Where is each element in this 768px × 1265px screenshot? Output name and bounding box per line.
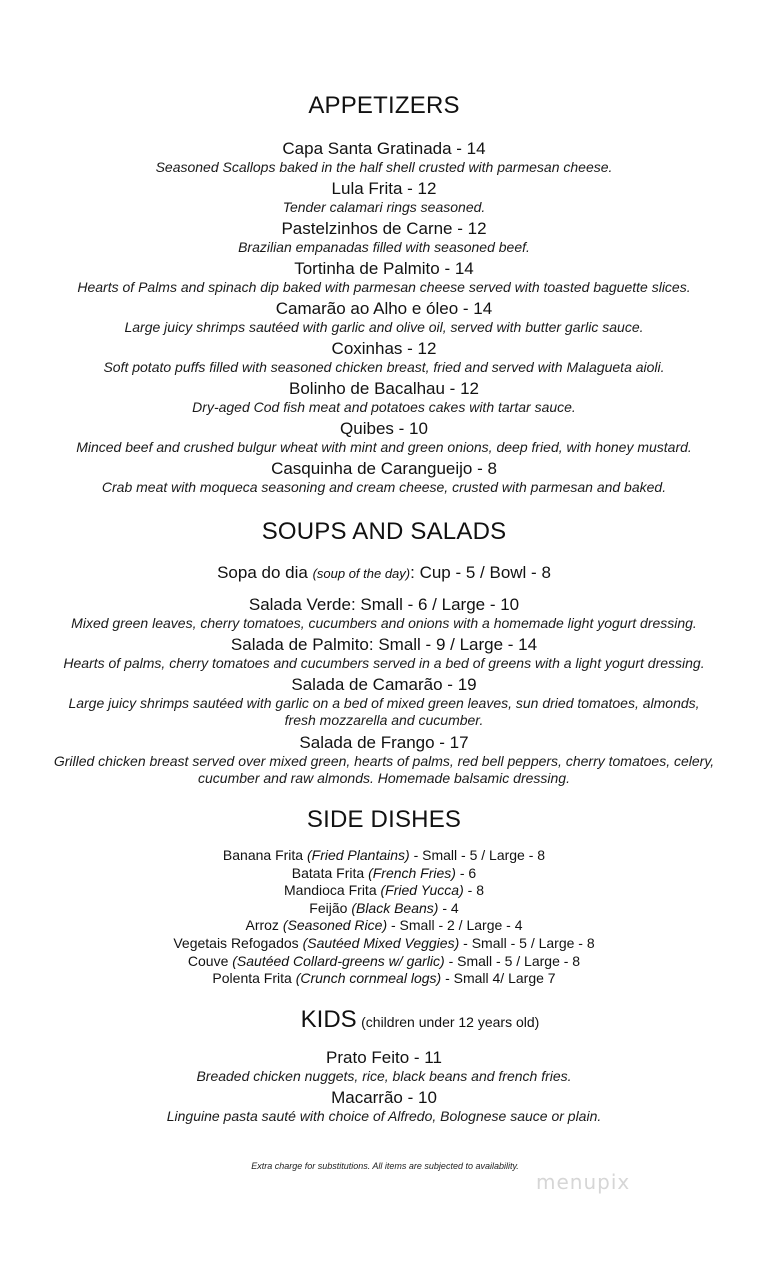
side-item bbox=[0, 900, 768, 918]
item-desc: Hearts of palms, cherry tomatoes and cucumbers served in a bed of greens with a light yogurt dressing. bbox=[63, 655, 705, 671]
item-desc: Mixed green leaves, cherry tomatoes, cucumbers and onions with a homemade light yogurt dressing. bbox=[71, 615, 697, 631]
side-item bbox=[0, 847, 768, 865]
item-name: Lula Frita - 12 bbox=[331, 179, 437, 198]
side-alt: (French Fries) bbox=[368, 864, 456, 881]
item-name: Salada de Camarão - 19 bbox=[291, 675, 477, 694]
item-name: Macarrão - 10 bbox=[331, 1088, 437, 1107]
side-alt: (Fried Yucca) bbox=[380, 882, 464, 899]
side-item bbox=[0, 917, 768, 935]
item-desc: Seasoned Scallops baked in the half shell crusted with parmesan cheese. bbox=[155, 159, 613, 175]
appetizers-list bbox=[0, 139, 768, 499]
item-name: Tortinha de Palmito - 14 bbox=[294, 259, 474, 278]
item-name: Capa Santa Gratinada - 14 bbox=[282, 139, 486, 158]
item-desc: Hearts of Palms and spinach dip baked with parmesan cheese served with toasted baguette slices. bbox=[77, 279, 691, 295]
side-price: - Small - 5 / Large - 8 bbox=[409, 847, 546, 863]
menu-item bbox=[0, 379, 768, 419]
side-price: - Small 4/ Large 7 bbox=[441, 970, 556, 987]
side-price: - Small - 2 / Large - 4 bbox=[387, 917, 523, 934]
menu-item bbox=[0, 179, 768, 219]
side-item bbox=[0, 953, 768, 971]
item-desc: Soft potato puffs filled with seasoned chicken breast, fried and served with Malagueta aioli. bbox=[103, 359, 665, 375]
appetizers-title: APPETIZERS bbox=[308, 92, 460, 119]
kids-title: KIDS bbox=[300, 1006, 357, 1033]
sides-title: SIDE DISHES bbox=[306, 806, 462, 833]
item-name: Pastelzinhos de Carne - 12 bbox=[281, 219, 487, 238]
soup-price: : Cup - 5 / Bowl - 8 bbox=[410, 563, 551, 582]
menu-item bbox=[0, 299, 768, 339]
menu-item bbox=[0, 595, 768, 635]
kids-heading bbox=[70, 1006, 768, 1034]
menu-item bbox=[0, 635, 768, 675]
item-desc: Brazilian empanadas filled with seasoned beef. bbox=[238, 239, 530, 255]
item-desc: Grilled chicken breast served over mixed green, hearts of palms, red bell peppers, cherry tomatoes, celery, bbox=[53, 753, 715, 769]
item-name: Quibes - 10 bbox=[340, 419, 428, 438]
menu-item bbox=[0, 675, 768, 733]
menu-item bbox=[0, 419, 768, 459]
side-alt: (Crunch cornmeal logs) bbox=[295, 970, 442, 987]
side-name: Arroz bbox=[245, 917, 279, 934]
side-name: Feijão bbox=[309, 899, 348, 916]
item-name: Prato Feito - 11 bbox=[326, 1048, 442, 1067]
item-desc: Tender calamari rings seasoned. bbox=[282, 199, 486, 215]
side-alt: (Sautéed Mixed Veggies) bbox=[302, 934, 460, 951]
side-alt: (Sautéed Collard-greens w/ garlic) bbox=[232, 952, 445, 969]
side-alt: (Fried Plantains) bbox=[306, 847, 410, 863]
menu-item bbox=[0, 139, 768, 179]
side-name: Couve bbox=[187, 952, 229, 969]
sides-list bbox=[0, 847, 768, 988]
side-item bbox=[0, 865, 768, 883]
side-price: - 6 bbox=[455, 864, 477, 881]
side-name: Banana Frita bbox=[222, 847, 304, 863]
item-desc: Large juicy shrimps sautéed with garlic and olive oil, served with butter garlic sauce. bbox=[124, 319, 644, 335]
item-desc: Dry-aged Cod fish meat and potatoes cakes with tartar sauce. bbox=[192, 399, 576, 415]
item-desc-continued: fresh mozzarella and cucumber. bbox=[284, 712, 484, 728]
footer-note: Extra charge for substitutions. All items are subjected to availability. bbox=[251, 1161, 519, 1171]
side-price: - 8 bbox=[463, 882, 484, 899]
item-desc: Minced beef and crushed bulgur wheat with mint and green onions, deep fried, with honey mustard. bbox=[76, 439, 692, 455]
item-name: Salada de Palmito: Small - 9 / Large - 14 bbox=[230, 635, 538, 654]
watermark-logo: menupix bbox=[536, 1170, 631, 1194]
side-name: Vegetais Refogados bbox=[173, 934, 299, 951]
side-name: Mandioca Frita bbox=[284, 882, 377, 899]
item-name: Salada Verde: Small - 6 / Large - 10 bbox=[248, 595, 520, 614]
side-alt: (Black Beans) bbox=[351, 899, 439, 916]
side-price: - Small - 5 / Large - 8 bbox=[459, 934, 595, 951]
kids-list bbox=[0, 1048, 768, 1128]
side-price: - 4 bbox=[438, 899, 459, 916]
side-item bbox=[0, 882, 768, 900]
item-desc: Linguine pasta sauté with choice of Alfredo, Bolognese sauce or plain. bbox=[166, 1108, 602, 1124]
item-name: Salada de Frango - 17 bbox=[299, 733, 469, 752]
item-name: Camarão ao Alho e óleo - 14 bbox=[275, 299, 493, 318]
menu-item bbox=[0, 339, 768, 379]
item-desc: Breaded chicken nuggets, rice, black beans and french fries. bbox=[196, 1068, 572, 1084]
item-desc-continued: cucumber and raw almonds. Homemade balsamic dressing. bbox=[198, 770, 570, 786]
soup-name: Sopa do dia bbox=[217, 563, 308, 582]
item-desc: Crab meat with moqueca seasoning and cream cheese, crusted with parmesan and baked. bbox=[101, 479, 667, 495]
menu-item bbox=[0, 1048, 768, 1088]
soups-title: SOUPS AND SALADS bbox=[261, 518, 507, 545]
salads-list bbox=[0, 595, 768, 791]
menu-item bbox=[0, 219, 768, 259]
menu-item bbox=[0, 1088, 768, 1128]
side-item bbox=[0, 935, 768, 953]
item-desc: Large juicy shrimps sautéed with garlic on a bed of mixed green leaves, sun dried tomatoes, almonds, bbox=[68, 695, 700, 711]
menu-item bbox=[0, 259, 768, 299]
menu-item bbox=[0, 459, 768, 499]
soup-of-the-day bbox=[0, 563, 768, 583]
side-alt: (Seasoned Rice) bbox=[282, 917, 388, 934]
item-name: Casquinha de Carangueijo - 8 bbox=[271, 459, 497, 478]
menu-item bbox=[0, 733, 768, 791]
item-name: Bolinho de Bacalhau - 12 bbox=[289, 379, 479, 398]
side-price: - Small - 5 / Large - 8 bbox=[444, 952, 581, 969]
side-name: Polenta Frita bbox=[212, 970, 292, 987]
soup-paren: (soup of the day) bbox=[312, 566, 411, 581]
side-item bbox=[0, 970, 768, 988]
side-name: Batata Frita bbox=[291, 864, 365, 881]
item-name: Coxinhas - 12 bbox=[331, 339, 437, 358]
kids-subtitle: (children under 12 years old) bbox=[361, 1014, 540, 1030]
